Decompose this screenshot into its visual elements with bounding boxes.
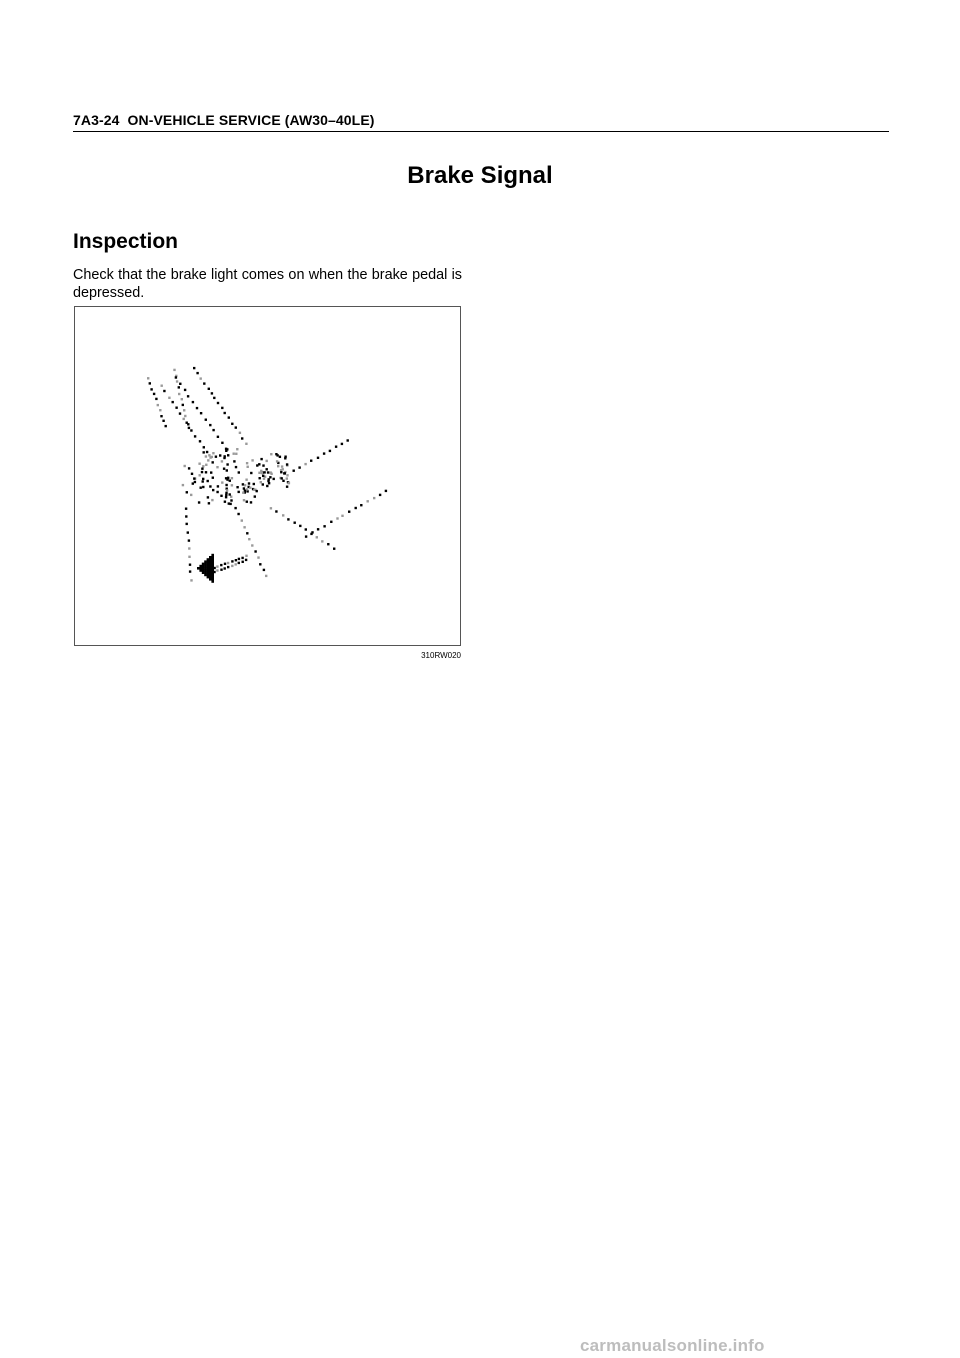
header-section-title: ON-VEHICLE SERVICE (AW30–40LE) (127, 112, 375, 128)
brake-pedal-illustration (75, 307, 460, 645)
page-number: 7A3-24 (73, 112, 120, 128)
watermark: carmanualsonline.info (580, 1336, 765, 1355)
figure-frame (74, 306, 461, 646)
page-title: Brake Signal (407, 162, 553, 189)
figure-code: 310RW020 (421, 651, 461, 660)
page-header (73, 112, 889, 132)
instruction-paragraph: Check that the brake light comes on when the brake pedal is depressed. (73, 267, 462, 301)
subsection-heading: Inspection (73, 230, 179, 253)
